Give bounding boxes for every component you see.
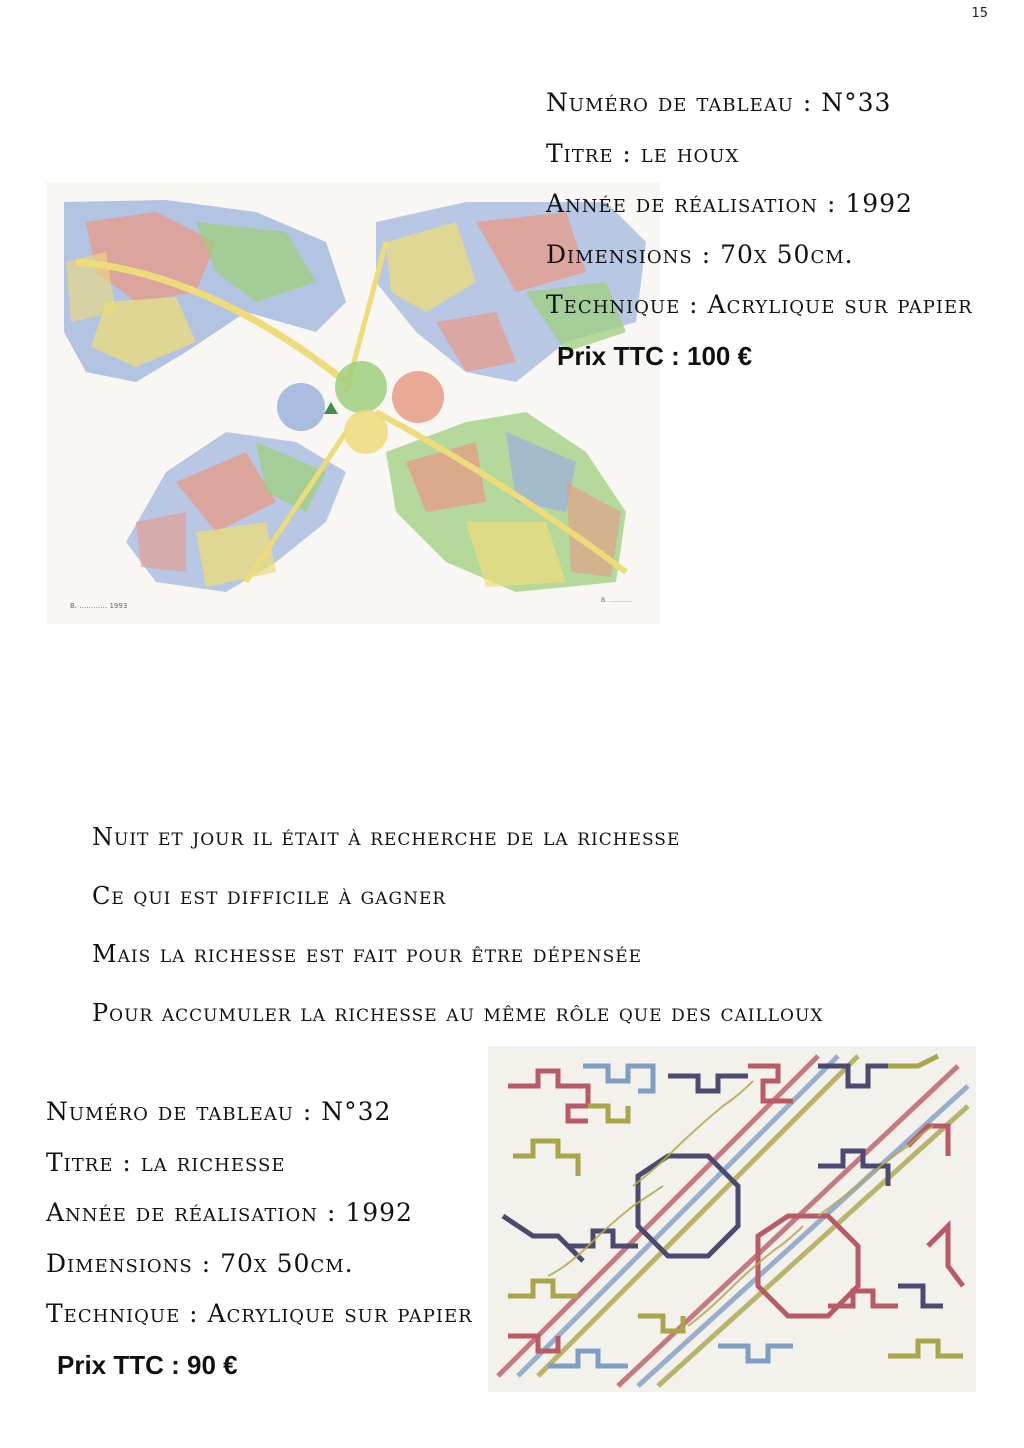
painting-32-technique: Technique : Acrylique sur papier <box>46 1299 473 1328</box>
painting-richesse-image <box>488 1046 976 1392</box>
poem-line: Pour accumuler la richesse au même rôle que des cailloux <box>92 998 824 1027</box>
painting-32-number: Numéro de tableau : N°32 <box>46 1097 392 1126</box>
page-number: 15 <box>971 6 988 21</box>
painting-33-title: Titre : le houx <box>546 138 740 168</box>
painting-32-price: Prix TTC : 90 € <box>57 1349 238 1380</box>
poem <box>92 808 823 1042</box>
painting-33-price: Prix TTC : 100 € <box>557 340 753 371</box>
poem-line: Ce qui est difficile à gagner <box>92 881 447 910</box>
painting-32-dimensions: Dimensions : 70x 50cm. <box>46 1248 354 1278</box>
painting-33-number: Numéro de tableau : N°33 <box>546 88 892 117</box>
painting-32-title: Titre : la richesse <box>46 1147 286 1177</box>
painting-33-dimensions: Dimensions : 70x 50cm. <box>546 239 854 269</box>
svg-text:B. ………… 1993: B. ………… 1993 <box>70 602 128 610</box>
painting-33-technique: Technique : Acrylique sur papier <box>546 290 973 319</box>
painting-32-year: Année de réalisation : 1992 <box>46 1198 413 1227</box>
painting-33-details <box>546 78 973 381</box>
painting-32-details <box>46 1087 473 1390</box>
painting-33-year: Année de réalisation : 1992 <box>546 189 913 218</box>
poem-line: Nuit et jour il était à recherche de la richesse <box>92 823 681 851</box>
svg-text:B. …………: B. ………… <box>601 597 633 604</box>
poem-line: Mais la richesse est fait pour être dépensée <box>92 940 643 968</box>
